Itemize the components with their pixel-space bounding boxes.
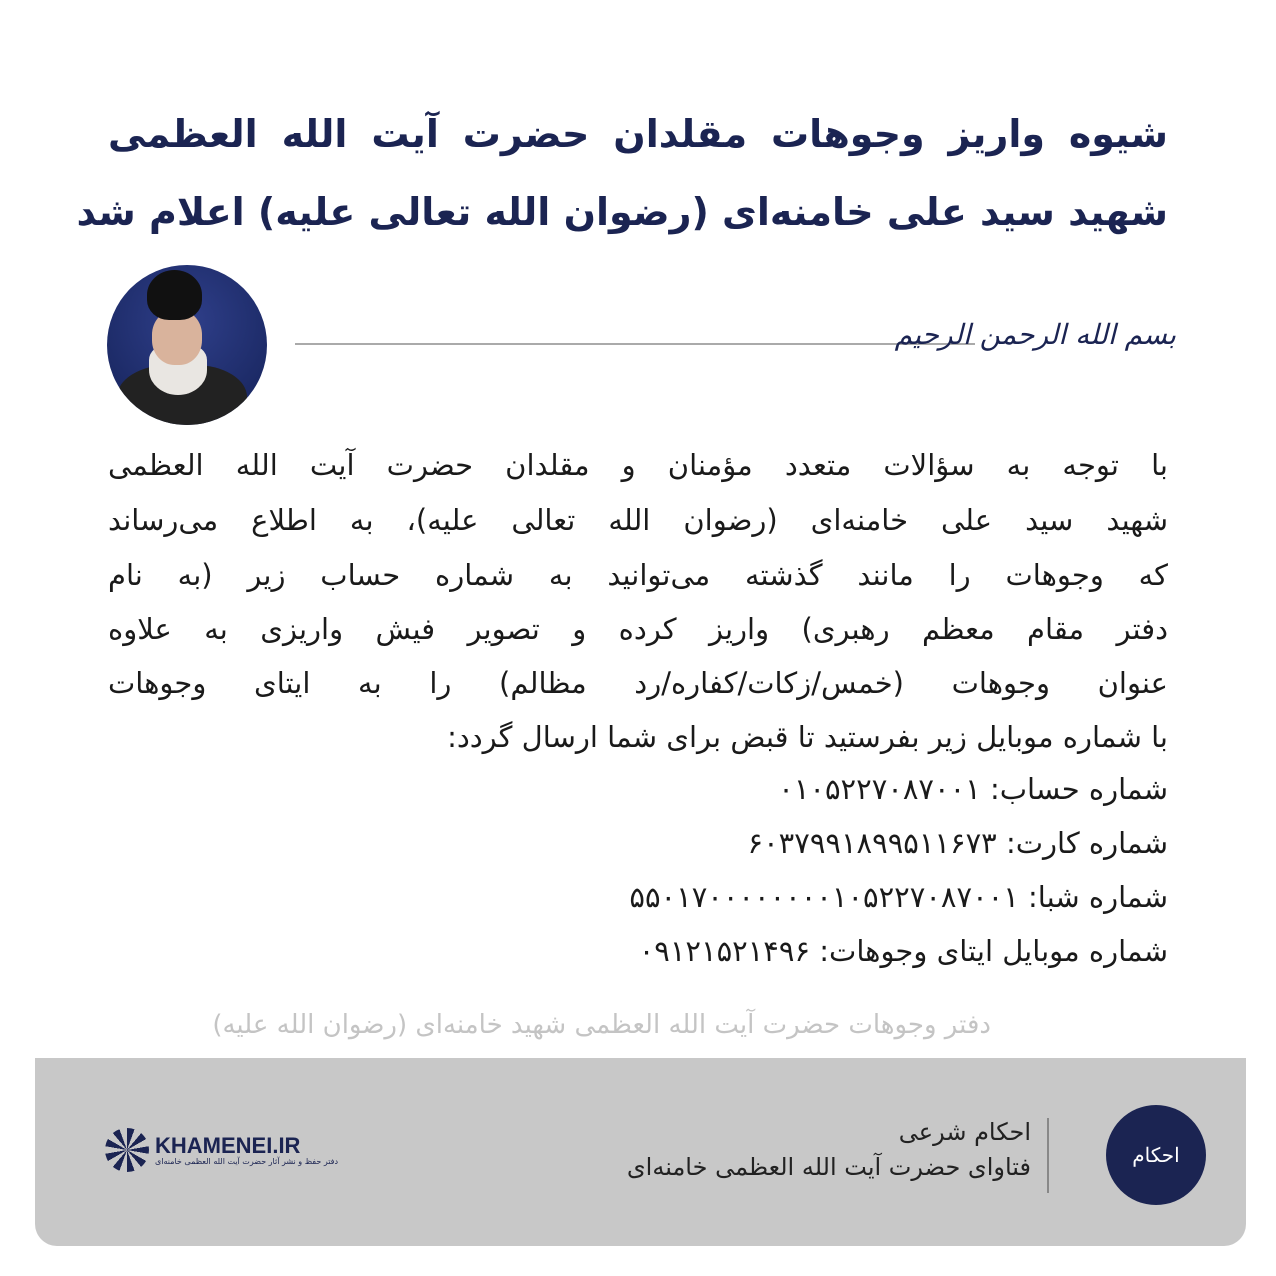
logo-mark-icon — [105, 1128, 149, 1172]
body-line: که وجوهات را مانند گذشته می‌توانید به شماره حساب زیر (به نام — [108, 558, 1168, 592]
footer-heading: احکام شرعی — [898, 1118, 1031, 1146]
mobile-number-row — [108, 934, 1168, 968]
value: ۵۵۰۱۷۰۰۰۰۰۰۰۰۱۰۵۲۲۷۰۸۷۰۰۱ — [629, 880, 1019, 914]
body-line: دفتر مقام معظم رهبری) واریز کرده و تصویر فیش واریزی به علاوه — [108, 612, 1168, 646]
body-line: با توجه به سؤالات متعدد مؤمنان و مقلدان حضرت آیت الله العظمی — [108, 448, 1168, 482]
label: شماره موبایل ایتای وجوهات: — [819, 934, 1168, 968]
divider — [1047, 1118, 1049, 1193]
label: شماره کارت: — [1005, 826, 1168, 860]
account-number-row — [108, 772, 1168, 806]
footer-subheading: فتاوای حضرت آیت الله العظمی خامنه‌ای — [626, 1153, 1031, 1181]
value: ۰۹۱۲۱۵۲۱۴۹۶ — [638, 934, 811, 968]
logo-text: KHAMENEI.IR — [155, 1132, 301, 1158]
body-line: با شماره موبایل زیر بفرستید تا قبض برای شما ارسال گردد: — [447, 720, 1168, 754]
portrait-image — [107, 265, 267, 425]
card-number-row — [108, 826, 1168, 860]
label: شماره حساب: — [989, 772, 1168, 806]
ahkam-seal-logo: احکام — [1106, 1105, 1206, 1205]
logo-subtext: دفتر حفظ و نشر آثار حضرت آیت الله العظمی خامنه‌ای — [155, 1156, 339, 1166]
body-line: عنوان وجوهات (خمس/زکات/کفاره/رد مظالم) را به ایتای وجوهات — [108, 666, 1168, 700]
title-line-2: شهید سید علی خامنه‌ای (رضوان الله تعالی علیه) اعلام شد — [76, 190, 1168, 234]
title-line-1: شیوه واریز وجوهات مقلدان حضرت آیت الله العظمی — [108, 112, 1168, 156]
footnote: دفتر وجوهات حضرت آیت الله العظمی شهید خامنه‌ای (رضوان الله علیه) — [212, 1010, 991, 1040]
label: شماره شبا: — [1028, 880, 1168, 914]
divider — [295, 343, 975, 345]
footer — [35, 1058, 1246, 1246]
bismillah-calligraphy: بسم الله الرحمن الرحیم — [894, 318, 1176, 351]
value: ۰۱۰۵۲۲۷۰۸۷۰۰۱ — [778, 772, 981, 806]
body-line: شهید سید علی خامنه‌ای (رضوان الله تعالی علیه)، به اطلاع می‌رساند — [108, 503, 1168, 537]
value: ۶۰۳۷۹۹۱۸۹۹۵۱۱۶۷۳ — [747, 826, 997, 860]
sheba-number-row — [108, 880, 1168, 914]
khamenei-ir-logo — [105, 1128, 338, 1172]
